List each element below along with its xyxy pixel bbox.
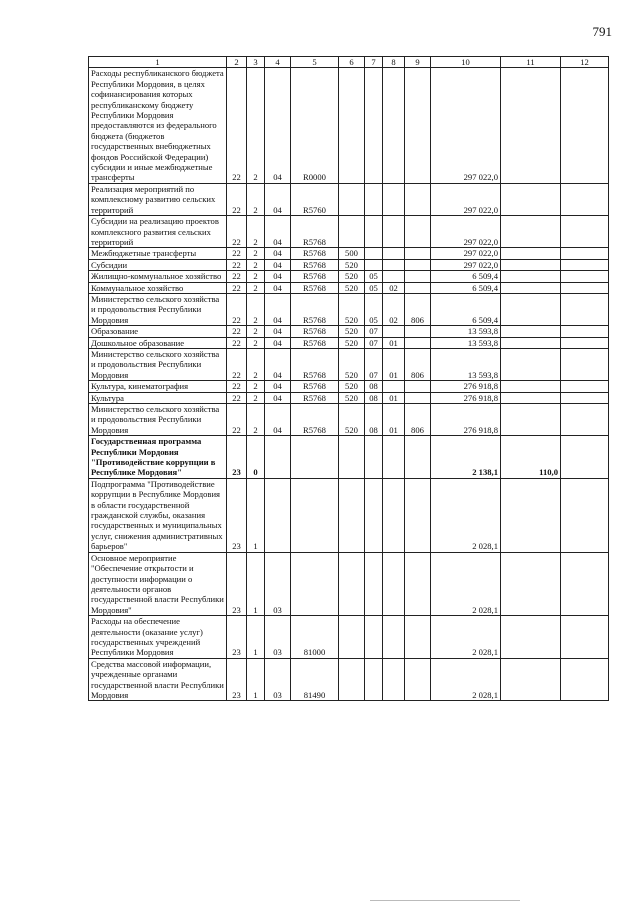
row-value-cell: [561, 326, 609, 337]
row-value-cell: 04: [265, 248, 291, 259]
row-value-cell: 806: [405, 404, 431, 436]
row-value-cell: 22: [227, 282, 247, 293]
row-value-cell: [501, 271, 561, 282]
row-value-cell: 500: [339, 248, 365, 259]
row-value-cell: 520: [339, 381, 365, 392]
column-header: 1: [89, 57, 227, 68]
row-value-cell: [365, 248, 383, 259]
row-value-cell: 297 022,0: [431, 68, 501, 183]
row-value-cell: 22: [227, 326, 247, 337]
row-value-cell: 04: [265, 68, 291, 183]
row-value-cell: 23: [227, 552, 247, 615]
column-header: 7: [365, 57, 383, 68]
row-value-cell: [561, 392, 609, 403]
column-header: 10: [431, 57, 501, 68]
row-value-cell: 13 593,8: [431, 348, 501, 380]
row-name-cell: Расходы на обеспечение деятельности (оказание услуг) государственных учреждений Республики Мордовия: [89, 616, 227, 659]
table-body: [89, 68, 609, 701]
column-header: 11: [501, 57, 561, 68]
row-value-cell: 04: [265, 271, 291, 282]
row-value-cell: 05: [365, 282, 383, 293]
row-name-cell: Культура: [89, 392, 227, 403]
table-row: [89, 183, 609, 215]
row-value-cell: [383, 259, 405, 270]
row-value-cell: 2: [247, 404, 265, 436]
row-value-cell: [383, 216, 405, 248]
row-value-cell: 2: [247, 271, 265, 282]
row-value-cell: 08: [365, 381, 383, 392]
row-value-cell: 520: [339, 348, 365, 380]
row-value-cell: [561, 552, 609, 615]
row-value-cell: 297 022,0: [431, 183, 501, 215]
row-value-cell: 2 138,1: [431, 436, 501, 479]
row-value-cell: [501, 658, 561, 701]
row-value-cell: 1: [247, 552, 265, 615]
row-value-cell: 1: [247, 658, 265, 701]
row-name-cell: Коммунальное хозяйство: [89, 282, 227, 293]
row-value-cell: R5768: [291, 282, 339, 293]
row-value-cell: [365, 68, 383, 183]
row-value-cell: 02: [383, 282, 405, 293]
row-value-cell: R5768: [291, 293, 339, 325]
row-value-cell: [561, 658, 609, 701]
row-value-cell: 04: [265, 348, 291, 380]
row-value-cell: [291, 552, 339, 615]
table-row: [89, 658, 609, 701]
table-row: [89, 552, 609, 615]
row-value-cell: 297 022,0: [431, 216, 501, 248]
row-name-cell: Реализация мероприятий по комплексному развитию сельских территорий: [89, 183, 227, 215]
row-value-cell: [405, 552, 431, 615]
row-value-cell: 03: [265, 616, 291, 659]
row-value-cell: R5768: [291, 348, 339, 380]
row-name-cell: Дошкольное образование: [89, 337, 227, 348]
row-value-cell: 2: [247, 293, 265, 325]
row-value-cell: [339, 616, 365, 659]
row-value-cell: 03: [265, 658, 291, 701]
column-header: 6: [339, 57, 365, 68]
row-value-cell: [405, 326, 431, 337]
row-value-cell: 23: [227, 436, 247, 479]
row-value-cell: [501, 478, 561, 552]
row-value-cell: R5768: [291, 326, 339, 337]
table-row: [89, 436, 609, 479]
row-name-cell: Министерство сельского хозяйства и продовольствия Республики Мордовия: [89, 348, 227, 380]
row-value-cell: 6 509,4: [431, 293, 501, 325]
row-value-cell: [365, 478, 383, 552]
row-value-cell: [383, 248, 405, 259]
table-row: [89, 381, 609, 392]
row-value-cell: 22: [227, 248, 247, 259]
row-value-cell: 2: [247, 326, 265, 337]
row-value-cell: [501, 337, 561, 348]
row-value-cell: 81000: [291, 616, 339, 659]
row-value-cell: [339, 68, 365, 183]
row-value-cell: R5768: [291, 271, 339, 282]
row-name-cell: Субсидии на реализацию проектов комплексного развития сельских территорий: [89, 216, 227, 248]
row-value-cell: [561, 404, 609, 436]
row-value-cell: [405, 392, 431, 403]
table-row: [89, 478, 609, 552]
row-value-cell: [561, 259, 609, 270]
row-value-cell: R5768: [291, 337, 339, 348]
row-value-cell: 23: [227, 478, 247, 552]
row-value-cell: R5768: [291, 392, 339, 403]
row-value-cell: 22: [227, 348, 247, 380]
table-row: [89, 68, 609, 183]
row-value-cell: [365, 436, 383, 479]
row-value-cell: 02: [383, 293, 405, 325]
row-value-cell: [291, 436, 339, 479]
row-name-cell: Государственная программа Республики Мордовия "Противодействие коррупции в Республике Мордовия": [89, 436, 227, 479]
row-value-cell: [561, 293, 609, 325]
row-value-cell: [339, 478, 365, 552]
table-row: [89, 282, 609, 293]
row-value-cell: [405, 183, 431, 215]
row-value-cell: 2: [247, 392, 265, 403]
row-value-cell: 22: [227, 216, 247, 248]
row-value-cell: 1: [247, 478, 265, 552]
row-value-cell: [501, 552, 561, 615]
row-value-cell: 520: [339, 282, 365, 293]
row-value-cell: [501, 259, 561, 270]
column-header: 8: [383, 57, 405, 68]
row-value-cell: [365, 658, 383, 701]
row-value-cell: 6 509,4: [431, 282, 501, 293]
row-value-cell: [365, 216, 383, 248]
row-value-cell: 520: [339, 293, 365, 325]
row-value-cell: 08: [365, 404, 383, 436]
row-value-cell: 806: [405, 293, 431, 325]
row-value-cell: [561, 271, 609, 282]
table-row: [89, 616, 609, 659]
row-value-cell: 520: [339, 259, 365, 270]
row-value-cell: 08: [365, 392, 383, 403]
row-value-cell: 2: [247, 348, 265, 380]
row-value-cell: [501, 392, 561, 403]
row-value-cell: 13 593,8: [431, 326, 501, 337]
row-name-cell: Субсидии: [89, 259, 227, 270]
page-number: 791: [592, 24, 612, 39]
row-value-cell: 22: [227, 404, 247, 436]
row-value-cell: 110,0: [501, 436, 561, 479]
row-value-cell: [501, 381, 561, 392]
row-value-cell: 2 028,1: [431, 552, 501, 615]
row-value-cell: [405, 259, 431, 270]
row-name-cell: Жилищно-коммунальное хозяйство: [89, 271, 227, 282]
row-value-cell: [501, 282, 561, 293]
row-value-cell: 22: [227, 392, 247, 403]
row-value-cell: [501, 404, 561, 436]
row-value-cell: [405, 658, 431, 701]
row-value-cell: [339, 552, 365, 615]
column-header: 3: [247, 57, 265, 68]
row-value-cell: [501, 348, 561, 380]
table-row: [89, 392, 609, 403]
row-value-cell: 2: [247, 248, 265, 259]
budget-table: [88, 56, 609, 701]
row-value-cell: R0000: [291, 68, 339, 183]
row-value-cell: 22: [227, 293, 247, 325]
row-value-cell: 07: [365, 348, 383, 380]
row-value-cell: [265, 436, 291, 479]
row-value-cell: R5768: [291, 216, 339, 248]
column-header: 4: [265, 57, 291, 68]
row-value-cell: 22: [227, 381, 247, 392]
row-value-cell: [561, 436, 609, 479]
row-value-cell: [405, 68, 431, 183]
row-value-cell: [383, 616, 405, 659]
row-value-cell: 05: [365, 293, 383, 325]
row-name-cell: Образование: [89, 326, 227, 337]
row-value-cell: 2: [247, 216, 265, 248]
row-value-cell: 1: [247, 616, 265, 659]
row-value-cell: 22: [227, 259, 247, 270]
row-value-cell: 04: [265, 326, 291, 337]
row-value-cell: 520: [339, 392, 365, 403]
row-name-cell: Межбюджетные трансферты: [89, 248, 227, 259]
row-value-cell: [383, 381, 405, 392]
row-value-cell: 297 022,0: [431, 259, 501, 270]
table-row: [89, 248, 609, 259]
row-value-cell: [561, 216, 609, 248]
row-value-cell: [501, 293, 561, 325]
row-value-cell: 2 028,1: [431, 616, 501, 659]
row-value-cell: [365, 552, 383, 615]
row-value-cell: [501, 216, 561, 248]
row-value-cell: [561, 478, 609, 552]
row-value-cell: [339, 216, 365, 248]
row-value-cell: 81490: [291, 658, 339, 701]
row-value-cell: 2 028,1: [431, 478, 501, 552]
row-value-cell: [383, 436, 405, 479]
row-value-cell: [561, 348, 609, 380]
row-value-cell: [561, 381, 609, 392]
row-value-cell: 6 509,4: [431, 271, 501, 282]
row-value-cell: 22: [227, 183, 247, 215]
row-value-cell: [383, 478, 405, 552]
row-value-cell: 2: [247, 381, 265, 392]
row-value-cell: 03: [265, 552, 291, 615]
row-value-cell: [405, 271, 431, 282]
row-value-cell: [365, 183, 383, 215]
row-value-cell: [383, 183, 405, 215]
row-value-cell: 276 918,8: [431, 392, 501, 403]
row-value-cell: [405, 216, 431, 248]
row-value-cell: [561, 68, 609, 183]
row-value-cell: 22: [227, 337, 247, 348]
table-row: [89, 293, 609, 325]
row-value-cell: [383, 271, 405, 282]
row-value-cell: R5768: [291, 381, 339, 392]
row-value-cell: 01: [383, 392, 405, 403]
row-value-cell: [561, 282, 609, 293]
row-value-cell: [405, 248, 431, 259]
row-value-cell: [405, 478, 431, 552]
row-value-cell: 23: [227, 658, 247, 701]
row-value-cell: [561, 248, 609, 259]
row-value-cell: [561, 337, 609, 348]
row-name-cell: Расходы республиканского бюджета Республики Мордовия, в целях софинансирования которых республиканскому бюджету Республики Мордовия предоставляются из федерального бюджета (бюджетов государственных внебюджетных фондов Российской Федерации) субсидии и иные межбюджетные трансферты: [89, 68, 227, 183]
row-value-cell: [405, 282, 431, 293]
column-header: 2: [227, 57, 247, 68]
table-row: [89, 348, 609, 380]
row-value-cell: 07: [365, 326, 383, 337]
row-value-cell: 520: [339, 326, 365, 337]
row-value-cell: 01: [383, 337, 405, 348]
row-value-cell: [365, 616, 383, 659]
table-row: [89, 326, 609, 337]
row-value-cell: [383, 658, 405, 701]
row-value-cell: [561, 616, 609, 659]
row-value-cell: 04: [265, 259, 291, 270]
row-value-cell: 04: [265, 392, 291, 403]
row-value-cell: [501, 616, 561, 659]
row-value-cell: [265, 478, 291, 552]
row-value-cell: R5768: [291, 259, 339, 270]
row-value-cell: [339, 658, 365, 701]
row-value-cell: 2: [247, 337, 265, 348]
row-value-cell: 520: [339, 404, 365, 436]
row-value-cell: 276 918,8: [431, 381, 501, 392]
row-value-cell: 276 918,8: [431, 404, 501, 436]
row-value-cell: 13 593,8: [431, 337, 501, 348]
row-value-cell: [365, 259, 383, 270]
table-row: [89, 216, 609, 248]
row-value-cell: [291, 478, 339, 552]
row-value-cell: 04: [265, 216, 291, 248]
row-name-cell: Средства массовой информации, учрежденные органами государственной власти Республики Мордовия: [89, 658, 227, 701]
row-value-cell: [405, 616, 431, 659]
row-value-cell: 01: [383, 348, 405, 380]
row-value-cell: [405, 381, 431, 392]
row-value-cell: 297 022,0: [431, 248, 501, 259]
row-value-cell: 2: [247, 183, 265, 215]
table-row: [89, 259, 609, 270]
row-value-cell: R5768: [291, 404, 339, 436]
row-value-cell: 04: [265, 183, 291, 215]
row-value-cell: [561, 183, 609, 215]
row-value-cell: [383, 552, 405, 615]
row-name-cell: Основное мероприятие "Обеспечение открытости и доступности информации о деятельности органов государственной власти Республики Мордовия": [89, 552, 227, 615]
row-value-cell: [383, 326, 405, 337]
row-value-cell: [405, 337, 431, 348]
row-value-cell: 23: [227, 616, 247, 659]
row-value-cell: [501, 183, 561, 215]
row-value-cell: [501, 326, 561, 337]
row-value-cell: 2: [247, 282, 265, 293]
row-value-cell: 22: [227, 68, 247, 183]
row-value-cell: 04: [265, 381, 291, 392]
row-value-cell: [405, 436, 431, 479]
row-value-cell: [501, 68, 561, 183]
row-value-cell: R5760: [291, 183, 339, 215]
row-name-cell: Подпрограмма "Противодействие коррупции в Республике Мордовия в области государственной гражданской службы, оказания государственных и муниципальных услуг, снижения административных барьеров": [89, 478, 227, 552]
row-name-cell: Министерство сельского хозяйства и продовольствия Республики Мордовия: [89, 293, 227, 325]
row-value-cell: 0: [247, 436, 265, 479]
column-header: 9: [405, 57, 431, 68]
table-row: [89, 404, 609, 436]
row-name-cell: Министерство сельского хозяйства и продовольствия Республики Мордовия: [89, 404, 227, 436]
row-value-cell: 2: [247, 259, 265, 270]
column-header: 5: [291, 57, 339, 68]
row-value-cell: [339, 436, 365, 479]
row-value-cell: 04: [265, 282, 291, 293]
row-value-cell: 520: [339, 271, 365, 282]
row-value-cell: 22: [227, 271, 247, 282]
row-value-cell: 04: [265, 404, 291, 436]
row-value-cell: 806: [405, 348, 431, 380]
row-value-cell: 2 028,1: [431, 658, 501, 701]
row-value-cell: 04: [265, 293, 291, 325]
row-value-cell: 05: [365, 271, 383, 282]
row-value-cell: 04: [265, 337, 291, 348]
header-row: [89, 57, 609, 68]
row-value-cell: [383, 68, 405, 183]
row-value-cell: R5768: [291, 248, 339, 259]
row-value-cell: 01: [383, 404, 405, 436]
table-row: [89, 271, 609, 282]
row-name-cell: Культура, кинематография: [89, 381, 227, 392]
row-value-cell: [339, 183, 365, 215]
row-value-cell: 07: [365, 337, 383, 348]
row-value-cell: 520: [339, 337, 365, 348]
row-value-cell: 2: [247, 68, 265, 183]
scan-artifact: [370, 900, 520, 901]
row-value-cell: [501, 248, 561, 259]
column-header: 12: [561, 57, 609, 68]
table-row: [89, 337, 609, 348]
